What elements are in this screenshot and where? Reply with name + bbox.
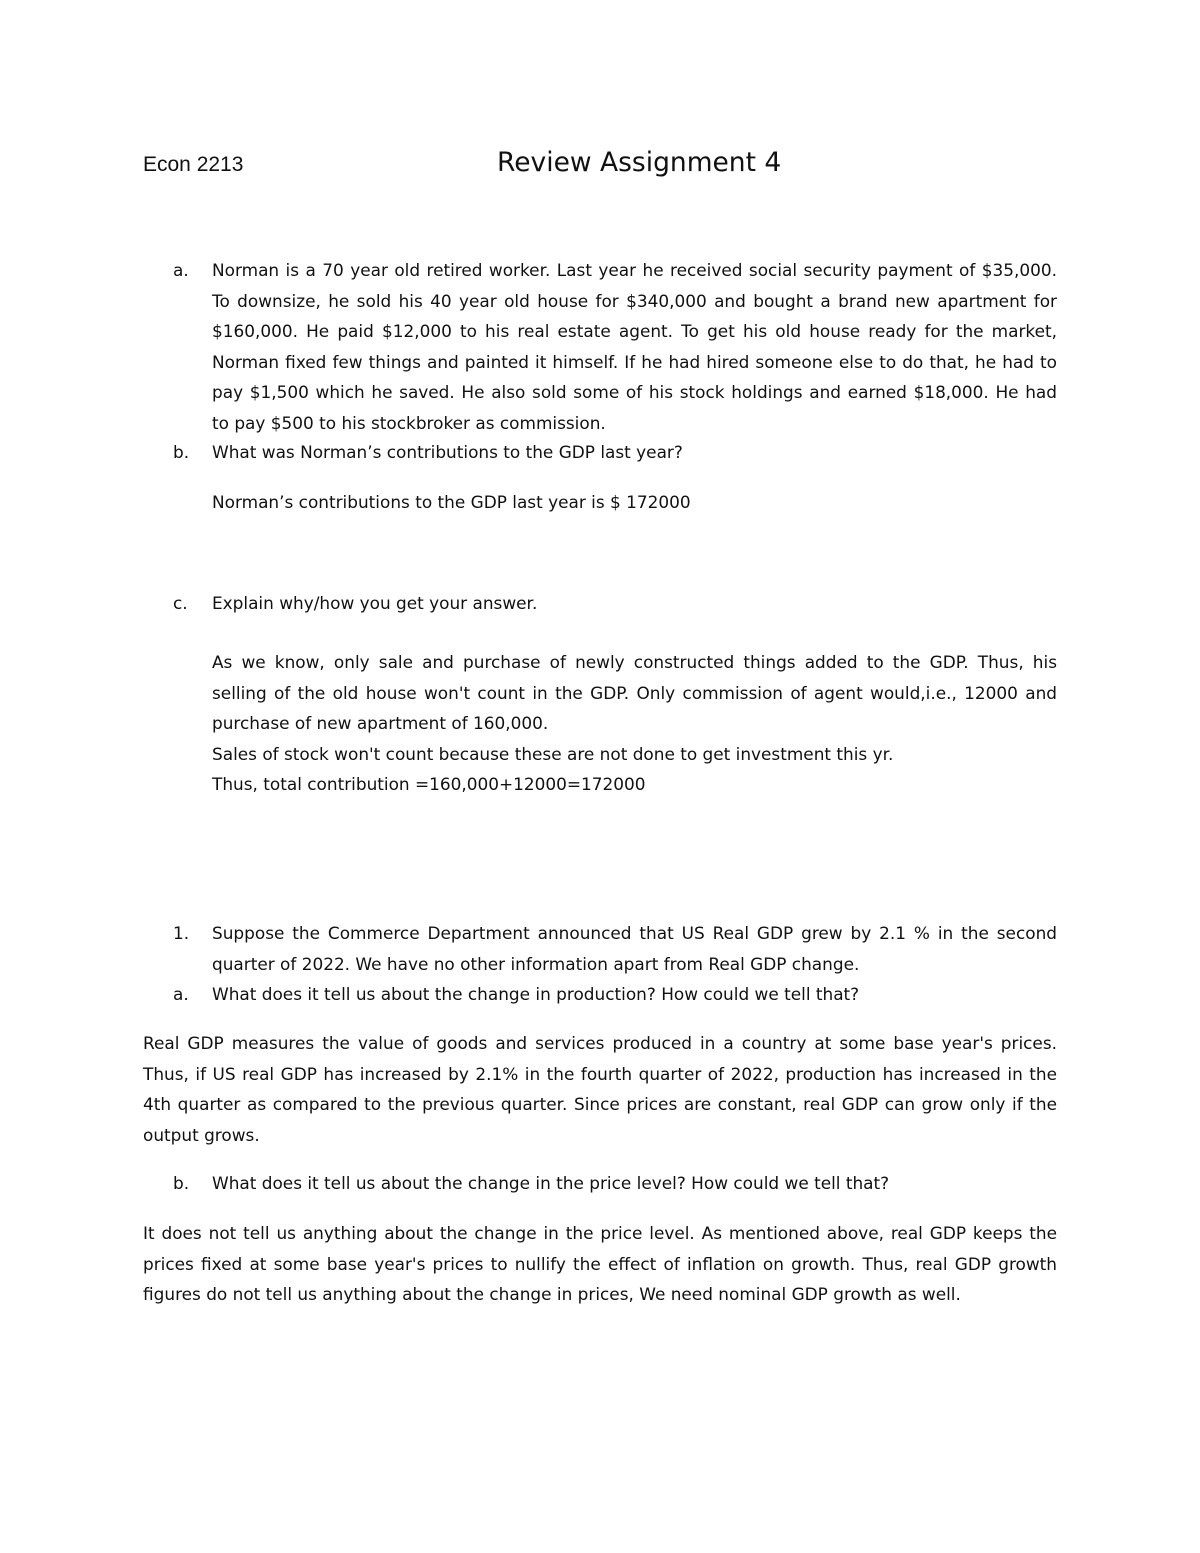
question-a-text: Norman is a 70 year old retired worker. Last year he received social security payment of $35,000. To downsize, he sold his 40 year old house for $340,000 and bought a brand new apartment for $160,000. He paid $12,000 to his real estate agent. To get his old house ready for the market, Norman fixed few things and painted it himself. If he had hired someone else to do that, he had to pay $1,500 which he saved. He also sold some of his stock holdings and earned $18,000. He had to pay $500 to his stockbroker as commission.	[212, 260, 1057, 433]
answer-c-paragraph: As we know, only sale and purchase of newly constructed things added to the GDP. Thus, his selling of the old house won't count in the GDP. Only commission of agent would,i.e., 12000 and purchase of new apartment of 160,000.	[212, 652, 1057, 733]
question-1a-text: What does it tell us about the change in production? How could we tell that?	[212, 984, 860, 1004]
list-marker-b: b.	[173, 442, 190, 462]
course-code: Econ 2213	[143, 153, 244, 176]
answer-1b-paragraph: It does not tell us anything about the change in the price level. As mentioned above, real GDP keeps the prices fixed at some base year's prices to nullify the effect of inflation on growth. Thus, real GDP growth figures do not tell us anything about the change in prices, We need nominal GDP growth as well.	[143, 1223, 1057, 1304]
answer-c-line-3: Thus, total contribution =160,000+12000=172000	[212, 774, 646, 794]
answer-b-text: Norman’s contributions to the GDP last year is $ 172000	[212, 492, 691, 512]
list-marker-c: c.	[173, 593, 188, 613]
question-1-text: Suppose the Commerce Department announced that US Real GDP grew by 2.1 % in the second quarter of 2022. We have no other information apart from Real GDP change.	[212, 923, 1057, 974]
question-c-text: Explain why/how you get your answer.	[212, 593, 538, 613]
list-marker-1b: b.	[173, 1173, 190, 1193]
list-marker-1: 1.	[173, 923, 190, 943]
list-marker-1a: a.	[173, 984, 189, 1004]
answer-1a-paragraph: Real GDP measures the value of goods and services produced in a country at some base year's prices. Thus, if US real GDP has increased by 2.1% in the fourth quarter of 2022, production has increased in the 4th quarter as compared to the previous quarter. Since prices are constant, real GDP can grow only if the output grows.	[143, 1033, 1057, 1145]
page-title: Review Assignment 4	[497, 147, 782, 178]
question-b-text: What was Norman’s contributions to the GDP last year?	[212, 442, 683, 462]
answer-c-line-2: Sales of stock won't count because these are not done to get investment this yr.	[212, 744, 894, 764]
question-1b-text: What does it tell us about the change in the price level? How could we tell that?	[212, 1173, 890, 1193]
list-marker-a: a.	[173, 260, 189, 280]
